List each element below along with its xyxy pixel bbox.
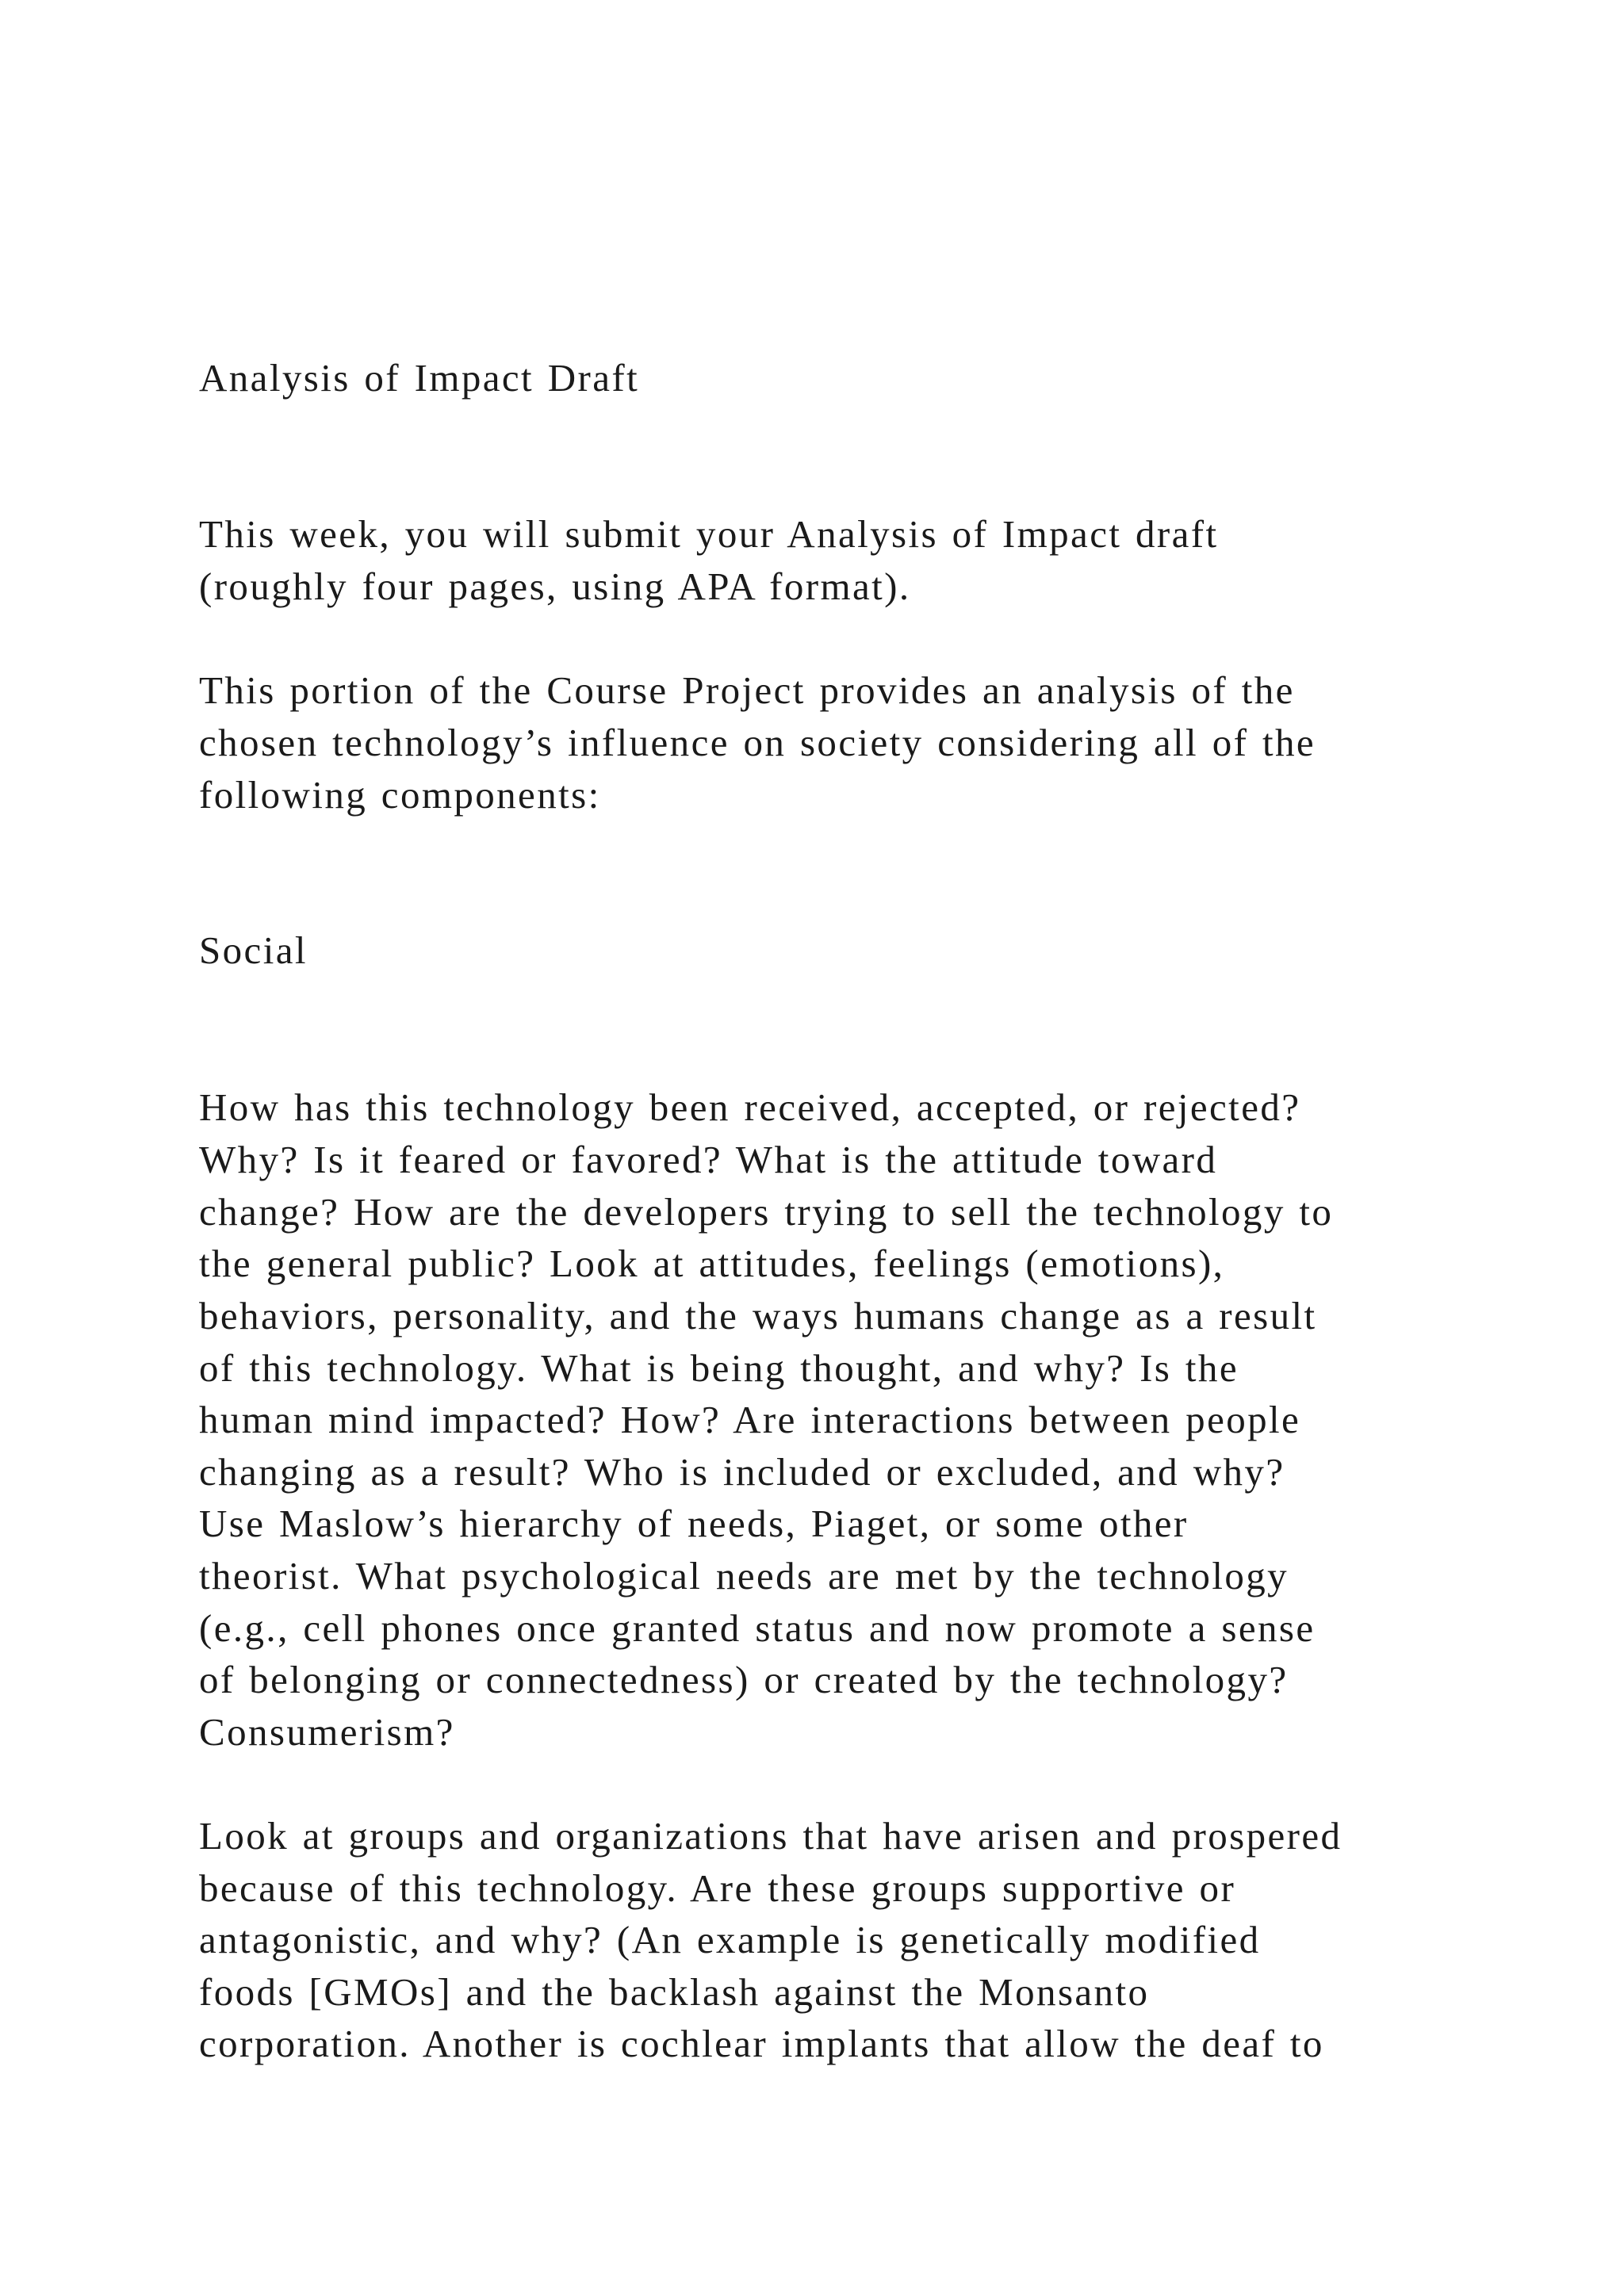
intro-line-1: This week, you will submit your Analysis of Impact draft — [199, 512, 1219, 556]
groups-line-5: corporation. Another is cochlear implants that allow the deaf to — [199, 2022, 1324, 2065]
social-line-5: behaviors, personality, and the ways humans change as a result — [199, 1294, 1317, 1337]
social-line-13: Consumerism? — [199, 1710, 455, 1754]
groups-line-2: because of this technology. Are these groups supportive or — [199, 1866, 1236, 1910]
document-title: Analysis of Impact Draft — [199, 356, 640, 400]
portion-line-1: This portion of the Course Project provides an analysis of the — [199, 668, 1295, 712]
social-line-1: How has this technology been received, accepted, or rejected? — [199, 1085, 1301, 1129]
portion-line-2: chosen technology’s influence on society considering all of the — [199, 721, 1316, 764]
social-line-12: of belonging or connectedness) or created by the technology? — [199, 1658, 1289, 1701]
social-line-7: human mind impacted? How? Are interactions between people — [199, 1398, 1301, 1441]
social-line-6: of this technology. What is being thought, and why? Is the — [199, 1346, 1239, 1390]
social-line-3: change? How are the developers trying to sell the technology to — [199, 1190, 1334, 1234]
groups-line-4: foods [GMOs] and the backlash against the Monsanto — [199, 1970, 1150, 2014]
social-line-9: Use Maslow’s hierarchy of needs, Piaget, or some other — [199, 1502, 1189, 1545]
portion-line-3: following components: — [199, 773, 601, 817]
social-line-11: (e.g., cell phones once granted status and now promote a sense — [199, 1606, 1316, 1650]
intro-line-2: (roughly four pages, using APA format). — [199, 564, 911, 608]
social-line-8: changing as a result? Who is included or excluded, and why? — [199, 1450, 1285, 1494]
social-line-4: the general public? Look at attitudes, feelings (emotions), — [199, 1242, 1225, 1285]
social-line-2: Why? Is it feared or favored? What is the attitude toward — [199, 1138, 1218, 1181]
section-heading-social: Social — [199, 928, 308, 972]
groups-line-3: antagonistic, and why? (An example is genetically modified — [199, 1918, 1261, 1961]
social-line-10: theorist. What psychological needs are met by the technology — [199, 1554, 1289, 1598]
groups-line-1: Look at groups and organizations that have arisen and prospered — [199, 1814, 1342, 1858]
